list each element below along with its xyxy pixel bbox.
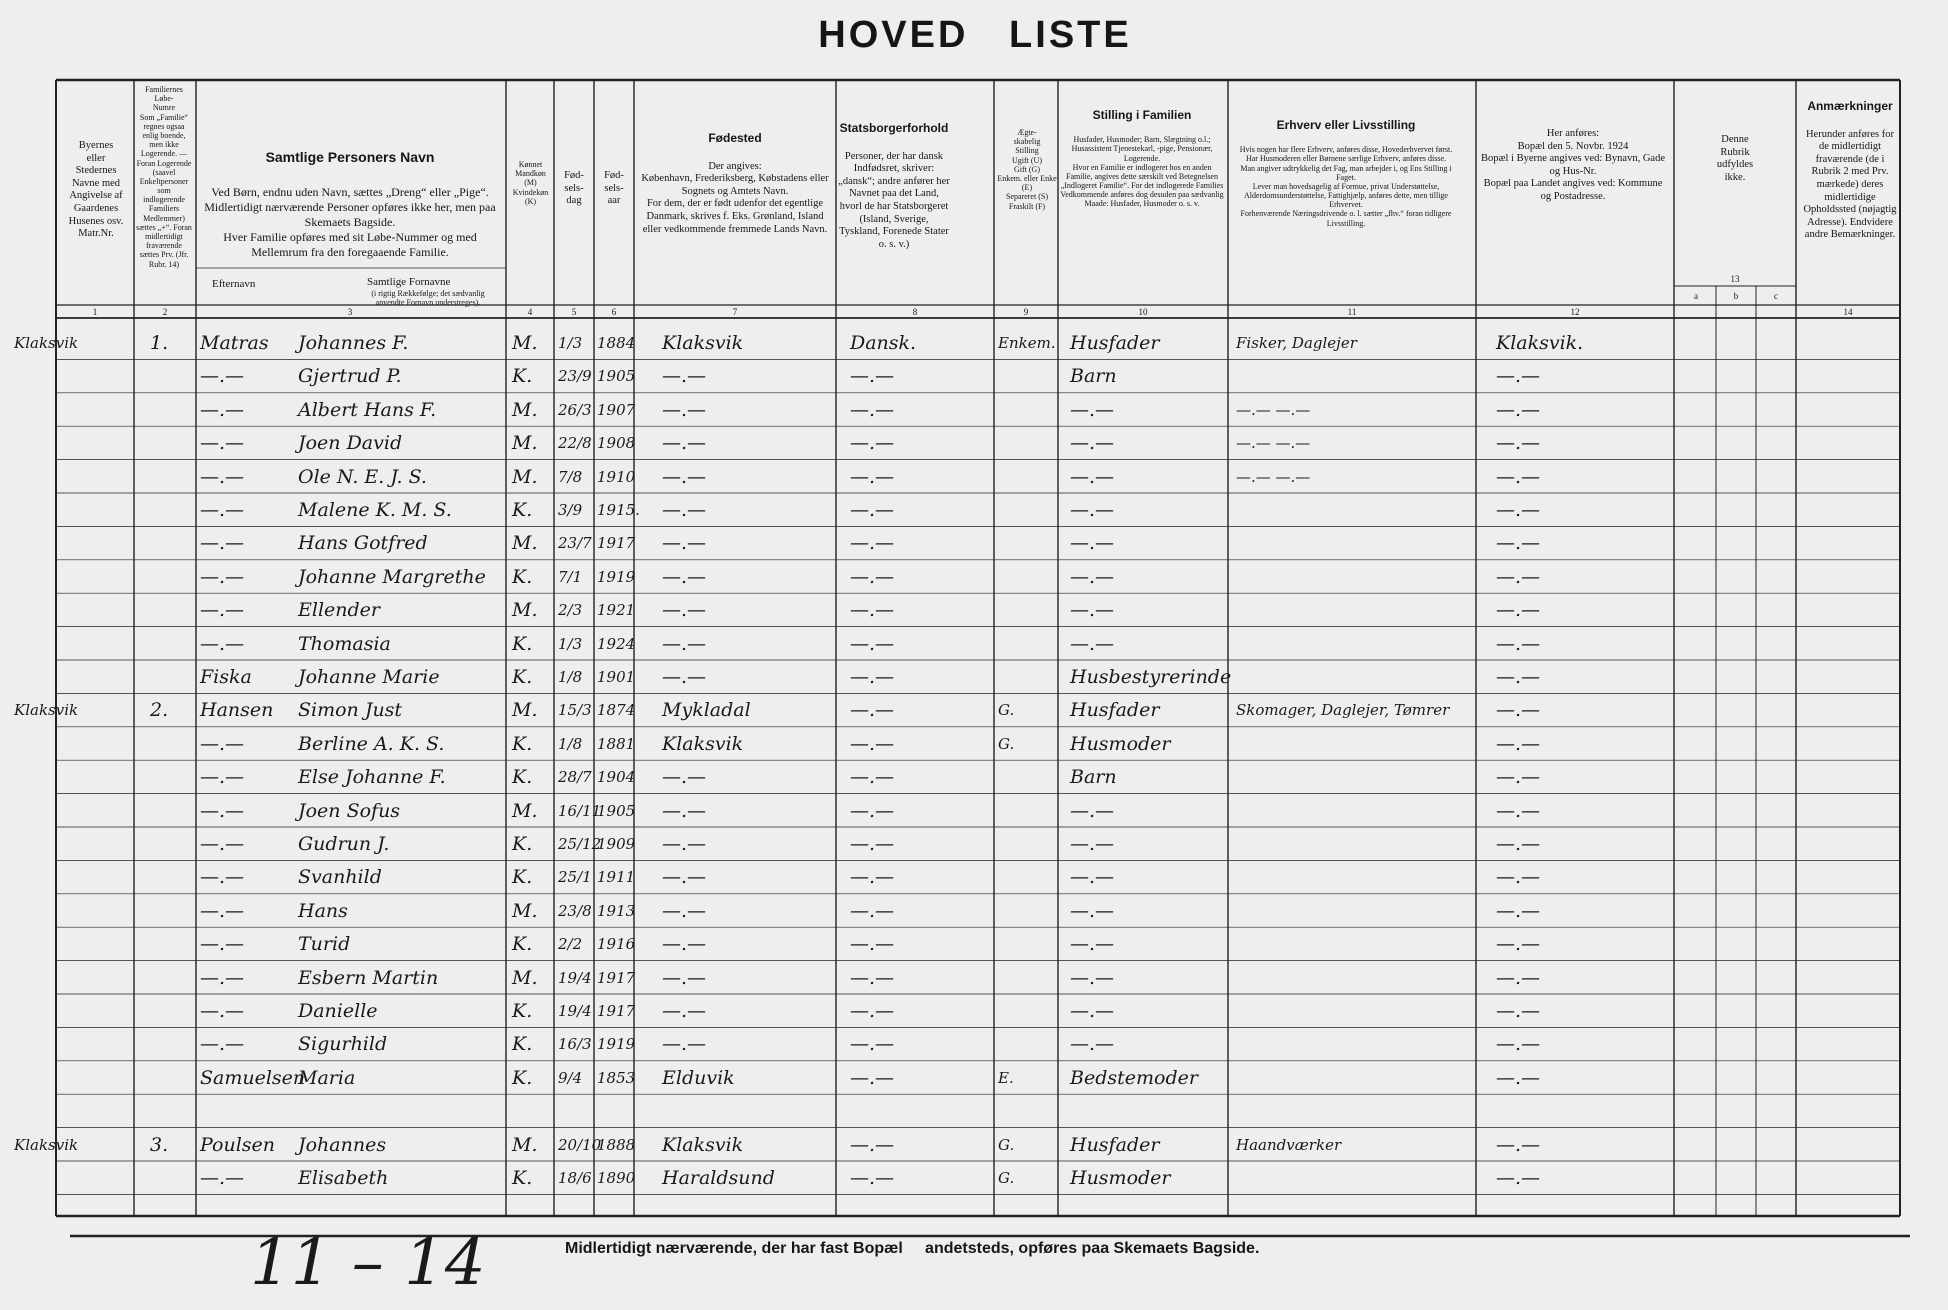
- cell-surname: —.—: [200, 1167, 245, 1189]
- cell-role: Bedstemoder: [1070, 1066, 1198, 1089]
- cell-birthplace: —.—: [662, 432, 707, 455]
- cell-year: 1881: [597, 734, 636, 753]
- cell-birthplace: —.—: [662, 1000, 707, 1022]
- cell-day: 1/3: [558, 634, 583, 653]
- cell-day: 22/8: [558, 434, 592, 453]
- cell-marital: G.: [998, 701, 1015, 720]
- cell-role: —.—: [1070, 599, 1115, 622]
- cell-surname: —.—: [200, 899, 245, 922]
- cell-day: 25/1: [558, 868, 592, 887]
- cell-day: 16/11: [558, 801, 602, 820]
- cell-surname: Hansen: [200, 699, 274, 722]
- cell-birthplace: Klaksvik: [662, 332, 744, 354]
- cell-day: 25/12: [558, 835, 602, 853]
- cell-citizen: —.—: [850, 766, 895, 789]
- cell-citizen: —.—: [850, 1000, 895, 1022]
- cell-surname: —.—: [200, 499, 245, 521]
- cell-day: 1/3: [558, 334, 583, 352]
- cell-res: —.—: [1496, 1167, 1541, 1189]
- cell-day: 16/3: [558, 1035, 592, 1054]
- cell-fam: 3.: [150, 1133, 169, 1156]
- cell-marital: G.: [998, 1169, 1015, 1187]
- header-col1: Byernes eller Stedernes Navne med Angivelse af Gaardenes Husenes osv. Matr.Nr.: [68, 140, 124, 240]
- cell-year: 1905: [597, 367, 636, 386]
- cell-sex: M.: [512, 1133, 538, 1156]
- cell-given: Joen Sofus: [298, 799, 401, 822]
- header-col13-sub-c: c: [1774, 291, 1778, 301]
- header-col3-text: Ved Børn, endnu uden Navn, sættes „Dreng“ eller „Pige“. Midlertidigt nærværende Personer opføres ikke her, men paa Skemaets Bagside. Hver Familie opføres med sit Løbe-Nummer og med Mellemrum fra den foregaaende Familie.: [204, 184, 496, 259]
- header-col3: [200, 134, 500, 264]
- cell-role: —.—: [1070, 966, 1115, 989]
- cell-res: —.—: [1496, 1000, 1541, 1022]
- header-col10: [1060, 100, 1224, 300]
- cell-birthplace: —.—: [662, 499, 707, 521]
- header-col13-sub-b: b: [1733, 291, 1739, 301]
- cell-fam: 2.: [150, 699, 169, 722]
- cell-citizen: —.—: [850, 1133, 895, 1156]
- cell-year: 1917: [597, 968, 636, 987]
- cell-sex: K.: [512, 1033, 533, 1056]
- cell-birthplace: Elduvik: [662, 1066, 735, 1089]
- cell-citizen: —.—: [850, 532, 895, 555]
- cell-given: Hans: [298, 899, 348, 922]
- cell-role: —.—: [1070, 632, 1115, 655]
- cell-role: —.—: [1070, 799, 1115, 822]
- cell-given: Simon Just: [298, 699, 403, 722]
- header-col13-number: 13: [1730, 274, 1740, 284]
- cell-sex: M.: [512, 699, 538, 722]
- cell-birthplace: —.—: [662, 833, 707, 855]
- cell-year: 1919: [597, 567, 636, 586]
- cell-res: —.—: [1496, 699, 1541, 722]
- cell-day: 7/1: [558, 567, 583, 586]
- header-col9: Ægte- skabelig Stilling Ugift (U) Gift (G) Enkem. eller Enke (E) Separeret (S) Fraskilt (F): [997, 128, 1057, 211]
- cell-birthplace: Klaksvik: [662, 732, 744, 755]
- header-col8-text: Personer, der har dansk Indfødsret, skriver: „dansk“; andre anfører her Navnet paa det Land, hvorl de har Statsborgeret (Island, Sverige, Tyskland, Forenede Stater o. s. v.): [838, 150, 950, 250]
- cell-res: —.—: [1496, 1033, 1541, 1056]
- cell-sex: M.: [512, 432, 538, 455]
- cell-birthplace: —.—: [662, 632, 707, 655]
- cell-surname: —.—: [200, 933, 245, 956]
- cell-surname: —.—: [200, 398, 245, 421]
- cell-given: Danielle: [298, 1000, 378, 1022]
- cell-given: Ellender: [298, 599, 380, 622]
- cell-marital: G.: [998, 734, 1015, 753]
- page-title: HOVED LISTE: [818, 14, 1132, 56]
- cell-res: —.—: [1496, 766, 1541, 789]
- cell-birthplace: —.—: [662, 1033, 707, 1056]
- cell-citizen: —.—: [850, 666, 895, 688]
- cell-res: —.—: [1496, 465, 1541, 488]
- cell-sex: M.: [512, 332, 538, 354]
- header-col13: Denne Rubrik udfyldes ikke.: [1716, 134, 1754, 183]
- column-number: 3: [347, 307, 353, 317]
- cell-res: —.—: [1496, 532, 1541, 555]
- cell-given: Turid: [298, 933, 351, 956]
- cell-role: —.—: [1070, 398, 1115, 421]
- cell-day: 2/2: [558, 935, 583, 954]
- cell-place: Klaksvik: [14, 701, 79, 720]
- cell-given: Gjertrud P.: [298, 365, 402, 388]
- cell-sex: M.: [512, 398, 538, 421]
- header-col10-title: Stilling i Familien: [1092, 108, 1192, 123]
- cell-day: 19/4: [558, 1002, 592, 1020]
- cell-day: 2/3: [558, 601, 583, 620]
- cell-citizen: —.—: [850, 465, 895, 488]
- cell-given: Svanhild: [298, 866, 382, 889]
- cell-day: 15/3: [558, 701, 592, 720]
- cell-day: 9/4: [558, 1068, 583, 1087]
- cell-given: Johanne Marie: [298, 666, 440, 688]
- header-col4: Kønnet Mandkøn (M) Kvindekøn (K): [512, 160, 549, 206]
- cell-year: 1917: [597, 534, 636, 553]
- cell-fam: 1.: [150, 332, 169, 354]
- header-col11-text: Hvis nogen har flere Erhverv, anføres disse, Hovederhvervet først. Har Husmoderen eller Børnene særlige Erhverv, anføres disse. Man angiver udtrykkelig det Fag, man arbejder i, og Ens Stilling i Faget. Lever man hovedsagelig af Formue, privat Understøttelse, Alderdomsunderstøttelse, Fattighjælp, anføres dette, men tillige Erhvervet. Forhenværende Næringsdrivende o. l. sætter „fhv.“ foran tidligere Livsstilling.: [1239, 145, 1453, 228]
- cell-role: —.—: [1070, 833, 1115, 855]
- cell-birthplace: Klaksvik: [662, 1133, 744, 1156]
- cell-citizen: —.—: [850, 1167, 895, 1189]
- header-col7: [640, 118, 830, 278]
- cell-birthplace: —.—: [662, 565, 707, 588]
- cell-birthplace: —.—: [662, 599, 707, 622]
- cell-marital: E.: [998, 1068, 1014, 1087]
- header-col3-title: Samtlige Personers Navn: [265, 149, 435, 165]
- cell-surname: Poulsen: [200, 1133, 275, 1156]
- cell-surname: —.—: [200, 1000, 245, 1022]
- cell-surname: —.—: [200, 833, 245, 855]
- cell-given: Sigurhild: [298, 1033, 388, 1056]
- sheet-number: 11 – 14: [250, 1226, 486, 1300]
- cell-year: 1916: [597, 935, 636, 954]
- cell-surname: —.—: [200, 732, 245, 755]
- cell-sex: K.: [512, 1000, 533, 1022]
- cell-role: —.—: [1070, 866, 1115, 889]
- cell-citizen: —.—: [850, 565, 895, 588]
- cell-citizen: —.—: [850, 899, 895, 922]
- column-number: 7: [732, 307, 738, 317]
- cell-res: —.—: [1496, 1066, 1541, 1089]
- header-col3-note: (i rigtig Rækkefølge; det sædvanlig anvendte Fornavn understreges).: [371, 289, 485, 307]
- cell-place: Klaksvik: [14, 334, 79, 352]
- cell-citizen: —.—: [850, 499, 895, 521]
- cell-year: 1921: [597, 601, 636, 620]
- cell-res: —.—: [1496, 365, 1541, 388]
- cell-birthplace: —.—: [662, 398, 707, 421]
- cell-role: —.—: [1070, 499, 1115, 521]
- cell-res: —.—: [1496, 833, 1541, 855]
- cell-day: 28/7: [558, 768, 592, 787]
- cell-year: 1884: [597, 334, 636, 352]
- cell-place: Klaksvik: [14, 1135, 79, 1154]
- cell-citizen: —.—: [850, 632, 895, 655]
- cell-res: Klaksvik.: [1496, 332, 1584, 354]
- cell-res: —.—: [1496, 666, 1541, 688]
- cell-birthplace: —.—: [662, 465, 707, 488]
- cell-given: Hans Gotfred: [298, 532, 428, 555]
- cell-surname: —.—: [200, 465, 245, 488]
- cell-sex: K.: [512, 365, 533, 388]
- cell-sex: K.: [512, 933, 533, 956]
- cell-year: 1910: [597, 467, 636, 486]
- column-number: 14: [1843, 307, 1853, 317]
- cell-sex: K.: [512, 766, 533, 789]
- cell-year: 1905: [597, 801, 636, 820]
- cell-role: Husfader: [1070, 332, 1160, 354]
- cell-given: Malene K. M. S.: [298, 499, 452, 521]
- cell-sex: M.: [512, 599, 538, 622]
- cell-surname: Samuelsen: [200, 1066, 306, 1089]
- cell-role: —.—: [1070, 465, 1115, 488]
- cell-birthplace: —.—: [662, 532, 707, 555]
- header-col6: Fød- sels- aar: [604, 170, 624, 207]
- cell-marital: Enkem.: [998, 334, 1056, 352]
- column-number: 1: [92, 307, 98, 317]
- cell-res: —.—: [1496, 966, 1541, 989]
- cell-marital: G.: [998, 1135, 1015, 1154]
- cell-res: —.—: [1496, 432, 1541, 455]
- cell-year: 1904: [597, 768, 636, 787]
- cell-surname: —.—: [200, 432, 245, 455]
- cell-given: Johannes: [298, 1133, 387, 1156]
- cell-citizen: —.—: [850, 833, 895, 855]
- cell-sex: K.: [512, 833, 533, 855]
- cell-surname: —.—: [200, 799, 245, 822]
- cell-sex: K.: [512, 1066, 533, 1089]
- cell-sex: M.: [512, 799, 538, 822]
- cell-res: —.—: [1496, 599, 1541, 622]
- header-col7-text: Der angives: København, Frederiksberg, Købstadens eller Sognets og Amtets Navn. For dem, der er født udenfor det egentlige Danmark, skrives f. Eks. Grønland, Island eller vedkommende fremmede Lands Navn.: [641, 160, 829, 235]
- cell-year: 1919: [597, 1035, 636, 1054]
- cell-role: Husbestyrerinde: [1070, 666, 1232, 688]
- column-number: 8: [912, 307, 918, 317]
- cell-sex: K.: [512, 565, 533, 588]
- cell-occ: —.— —.—: [1236, 434, 1311, 453]
- cell-year: 1888: [597, 1135, 636, 1154]
- cell-given: Johanne Margrethe: [298, 565, 486, 588]
- header-col14: [1800, 86, 1900, 286]
- cell-res: —.—: [1496, 499, 1541, 521]
- cell-role: —.—: [1070, 532, 1115, 555]
- cell-citizen: —.—: [850, 866, 895, 889]
- cell-role: Barn: [1070, 766, 1117, 789]
- cell-citizen: —.—: [850, 732, 895, 755]
- cell-role: —.—: [1070, 1000, 1115, 1022]
- header-col7-title: Fødested: [708, 130, 762, 145]
- cell-day: 1/8: [558, 668, 583, 686]
- cell-citizen: —.—: [850, 599, 895, 622]
- cell-birthplace: —.—: [662, 365, 707, 388]
- cell-birthplace: —.—: [662, 666, 707, 688]
- footer-note: Midlertidigt nærværende, der har fast Bopæl andetsteds, opføres paa Skemaets Bagside.: [565, 1240, 1260, 1257]
- cell-occ: Fisker, Daglejer: [1236, 334, 1357, 352]
- cell-citizen: —.—: [850, 1033, 895, 1056]
- cell-birthplace: Haraldsund: [662, 1167, 775, 1189]
- cell-citizen: —.—: [850, 799, 895, 822]
- cell-role: Husfader: [1070, 1133, 1160, 1156]
- cell-birthplace: —.—: [662, 799, 707, 822]
- cell-citizen: —.—: [850, 432, 895, 455]
- header-col8-title: Statsborgerforhold: [839, 120, 949, 135]
- cell-occ: —.— —.—: [1236, 467, 1311, 486]
- cell-sex: M.: [512, 532, 538, 555]
- cell-role: —.—: [1070, 933, 1115, 956]
- cell-res: —.—: [1496, 1133, 1541, 1156]
- cell-year: 1913: [597, 901, 636, 920]
- header-col13-sub-a: a: [1694, 291, 1698, 301]
- cell-day: 23/7: [558, 534, 592, 553]
- cell-surname: —.—: [200, 966, 245, 989]
- header-col2: Familiernes Løbe- Numre Som „Familie“ regnes ogsaa enlig boende, men ikke Logerende. — Foran Logerende (saavel Enkeltpersoner som indlogerende Familiers Medlemmer) sættes „+“. Foran midlertidigt fraværende sættes Prv. (Jfr. Rubr. 14): [136, 85, 192, 269]
- cell-day: 3/9: [558, 501, 583, 519]
- cell-citizen: Dansk.: [850, 332, 917, 354]
- column-number: 9: [1023, 307, 1029, 317]
- cell-role: —.—: [1070, 1033, 1115, 1056]
- cell-given: Gudrun J.: [298, 833, 390, 855]
- cell-surname: —.—: [200, 565, 245, 588]
- cell-surname: —.—: [200, 1033, 245, 1056]
- cell-role: —.—: [1070, 899, 1115, 922]
- header-col14-title: Anmærkninger: [1807, 98, 1893, 113]
- cell-day: 26/3: [558, 400, 592, 419]
- cell-role: Husmoder: [1070, 1167, 1171, 1189]
- cell-role: —.—: [1070, 432, 1115, 455]
- cell-res: —.—: [1496, 565, 1541, 588]
- column-number: 6: [611, 307, 617, 317]
- cell-citizen: —.—: [850, 1066, 895, 1089]
- cell-sex: K.: [512, 1167, 533, 1189]
- cell-sex: M.: [512, 899, 538, 922]
- cell-given: Albert Hans F.: [298, 398, 437, 421]
- cell-given: Maria: [298, 1066, 356, 1089]
- cell-year: 1911: [597, 868, 636, 887]
- cell-surname: —.—: [200, 632, 245, 655]
- cell-occ: —.— —.—: [1236, 400, 1311, 419]
- cell-res: —.—: [1496, 732, 1541, 755]
- column-number: 12: [1570, 307, 1580, 317]
- header-col5: Fød- sels- dag: [564, 170, 584, 207]
- cell-year: 1907: [597, 400, 636, 419]
- column-number: 5: [571, 307, 577, 317]
- cell-surname: —.—: [200, 365, 245, 388]
- cell-day: 18/6: [558, 1169, 592, 1187]
- cell-res: —.—: [1496, 899, 1541, 922]
- cell-sex: M.: [512, 465, 538, 488]
- cell-day: 20/10: [558, 1135, 602, 1154]
- cell-year: 1890: [597, 1169, 636, 1187]
- cell-birthplace: Mykladal: [662, 699, 751, 722]
- column-number: 10: [1138, 307, 1148, 317]
- cell-sex: K.: [512, 666, 533, 688]
- cell-sex: K.: [512, 866, 533, 889]
- cell-citizen: —.—: [850, 699, 895, 722]
- cell-surname: —.—: [200, 866, 245, 889]
- cell-role: —.—: [1070, 565, 1115, 588]
- cell-day: 1/8: [558, 734, 583, 753]
- cell-birthplace: —.—: [662, 933, 707, 956]
- cell-birthplace: —.—: [662, 966, 707, 989]
- cell-surname: Fiska: [200, 666, 252, 688]
- cell-sex: K.: [512, 732, 533, 755]
- cell-day: 23/8: [558, 901, 592, 920]
- cell-birthplace: —.—: [662, 866, 707, 889]
- header-col8: [838, 108, 950, 298]
- cell-occ: Haandværker: [1236, 1135, 1342, 1154]
- header-col12: Her anføres: Bopæl den 5. Novbr. 1924 Bopæl i Byerne angives ved: Bynavn, Gade og Hus-Nr. Bopæl paa Landet angives ved: Kommune og Postadresse.: [1480, 128, 1665, 202]
- cell-citizen: —.—: [850, 398, 895, 421]
- cell-given: Ole N. E. J. S.: [298, 465, 427, 488]
- cell-res: —.—: [1496, 933, 1541, 956]
- cell-surname: Matras: [200, 332, 269, 354]
- cell-year: 1874: [597, 701, 636, 720]
- cell-day: 7/8: [558, 467, 583, 486]
- cell-year: 1901: [597, 668, 636, 686]
- cell-day: 23/9: [558, 367, 592, 386]
- cell-surname: —.—: [200, 532, 245, 555]
- cell-res: —.—: [1496, 632, 1541, 655]
- cell-year: 1908: [597, 434, 636, 453]
- cell-role: Barn: [1070, 365, 1117, 388]
- cell-sex: K.: [512, 632, 533, 655]
- cell-sex: M.: [512, 966, 538, 989]
- cell-given: Joen David: [298, 432, 403, 455]
- cell-given: Thomasia: [298, 632, 391, 655]
- header-col11-title: Erhverv eller Livsstilling: [1276, 118, 1416, 133]
- cell-given: Johannes F.: [298, 332, 409, 354]
- cell-res: —.—: [1496, 866, 1541, 889]
- cell-occ: Skomager, Daglejer, Tømrer: [1236, 701, 1450, 720]
- column-number: 2: [162, 307, 168, 317]
- header-col14-text: Herunder anføres for de midlertidigt fraværende (de i Rubrik 2 med Prv. mærkede) deres midlertidige Opholdssted (nøjagtig Adresse). Endvidere andre Bemærkninger.: [1803, 128, 1897, 241]
- cell-citizen: —.—: [850, 933, 895, 956]
- cell-role: Husfader: [1070, 699, 1160, 722]
- cell-year: 1909: [597, 835, 636, 853]
- cell-given: Elisabeth: [298, 1167, 389, 1189]
- header-col11: [1232, 110, 1460, 290]
- cell-day: 19/4: [558, 968, 592, 987]
- header-col10-text: Husfader, Husmoder; Barn, Slægtning o.l.; Husassistent Tjenestekarl, -pige, Pensionær, Logerende. Hvor en Familie er indlogeret hos en anden Familie, angives dette særskilt ved Betegnelsen „Indlogeret Familie“. For det indlogerede Families Vedkommende anføres dog desuden paa sædvanlig Maade: Husfader, Husmoder o. s. v.: [1060, 135, 1224, 209]
- column-number: 4: [527, 307, 533, 317]
- cell-role: Husmoder: [1070, 732, 1171, 755]
- cell-year: 1853: [597, 1068, 636, 1087]
- column-number: 11: [1347, 307, 1357, 317]
- cell-res: —.—: [1496, 799, 1541, 822]
- cell-citizen: —.—: [850, 365, 895, 388]
- cell-given: Berline A. K. S.: [298, 732, 445, 755]
- header-col3-given: Samtlige Fornavne: [367, 276, 451, 288]
- header-col3-surname: Efternavn: [212, 278, 256, 290]
- cell-year: 1917: [597, 1002, 636, 1020]
- cell-surname: —.—: [200, 766, 245, 789]
- cell-birthplace: —.—: [662, 766, 707, 789]
- cell-given: Esbern Martin: [298, 966, 439, 989]
- cell-given: Else Johanne F.: [298, 766, 446, 789]
- cell-res: —.—: [1496, 398, 1541, 421]
- cell-sex: K.: [512, 499, 533, 521]
- cell-birthplace: —.—: [662, 899, 707, 922]
- cell-year: 1924: [597, 634, 636, 653]
- cell-surname: —.—: [200, 599, 245, 622]
- cell-year: 1915.: [597, 501, 640, 519]
- cell-citizen: —.—: [850, 966, 895, 989]
